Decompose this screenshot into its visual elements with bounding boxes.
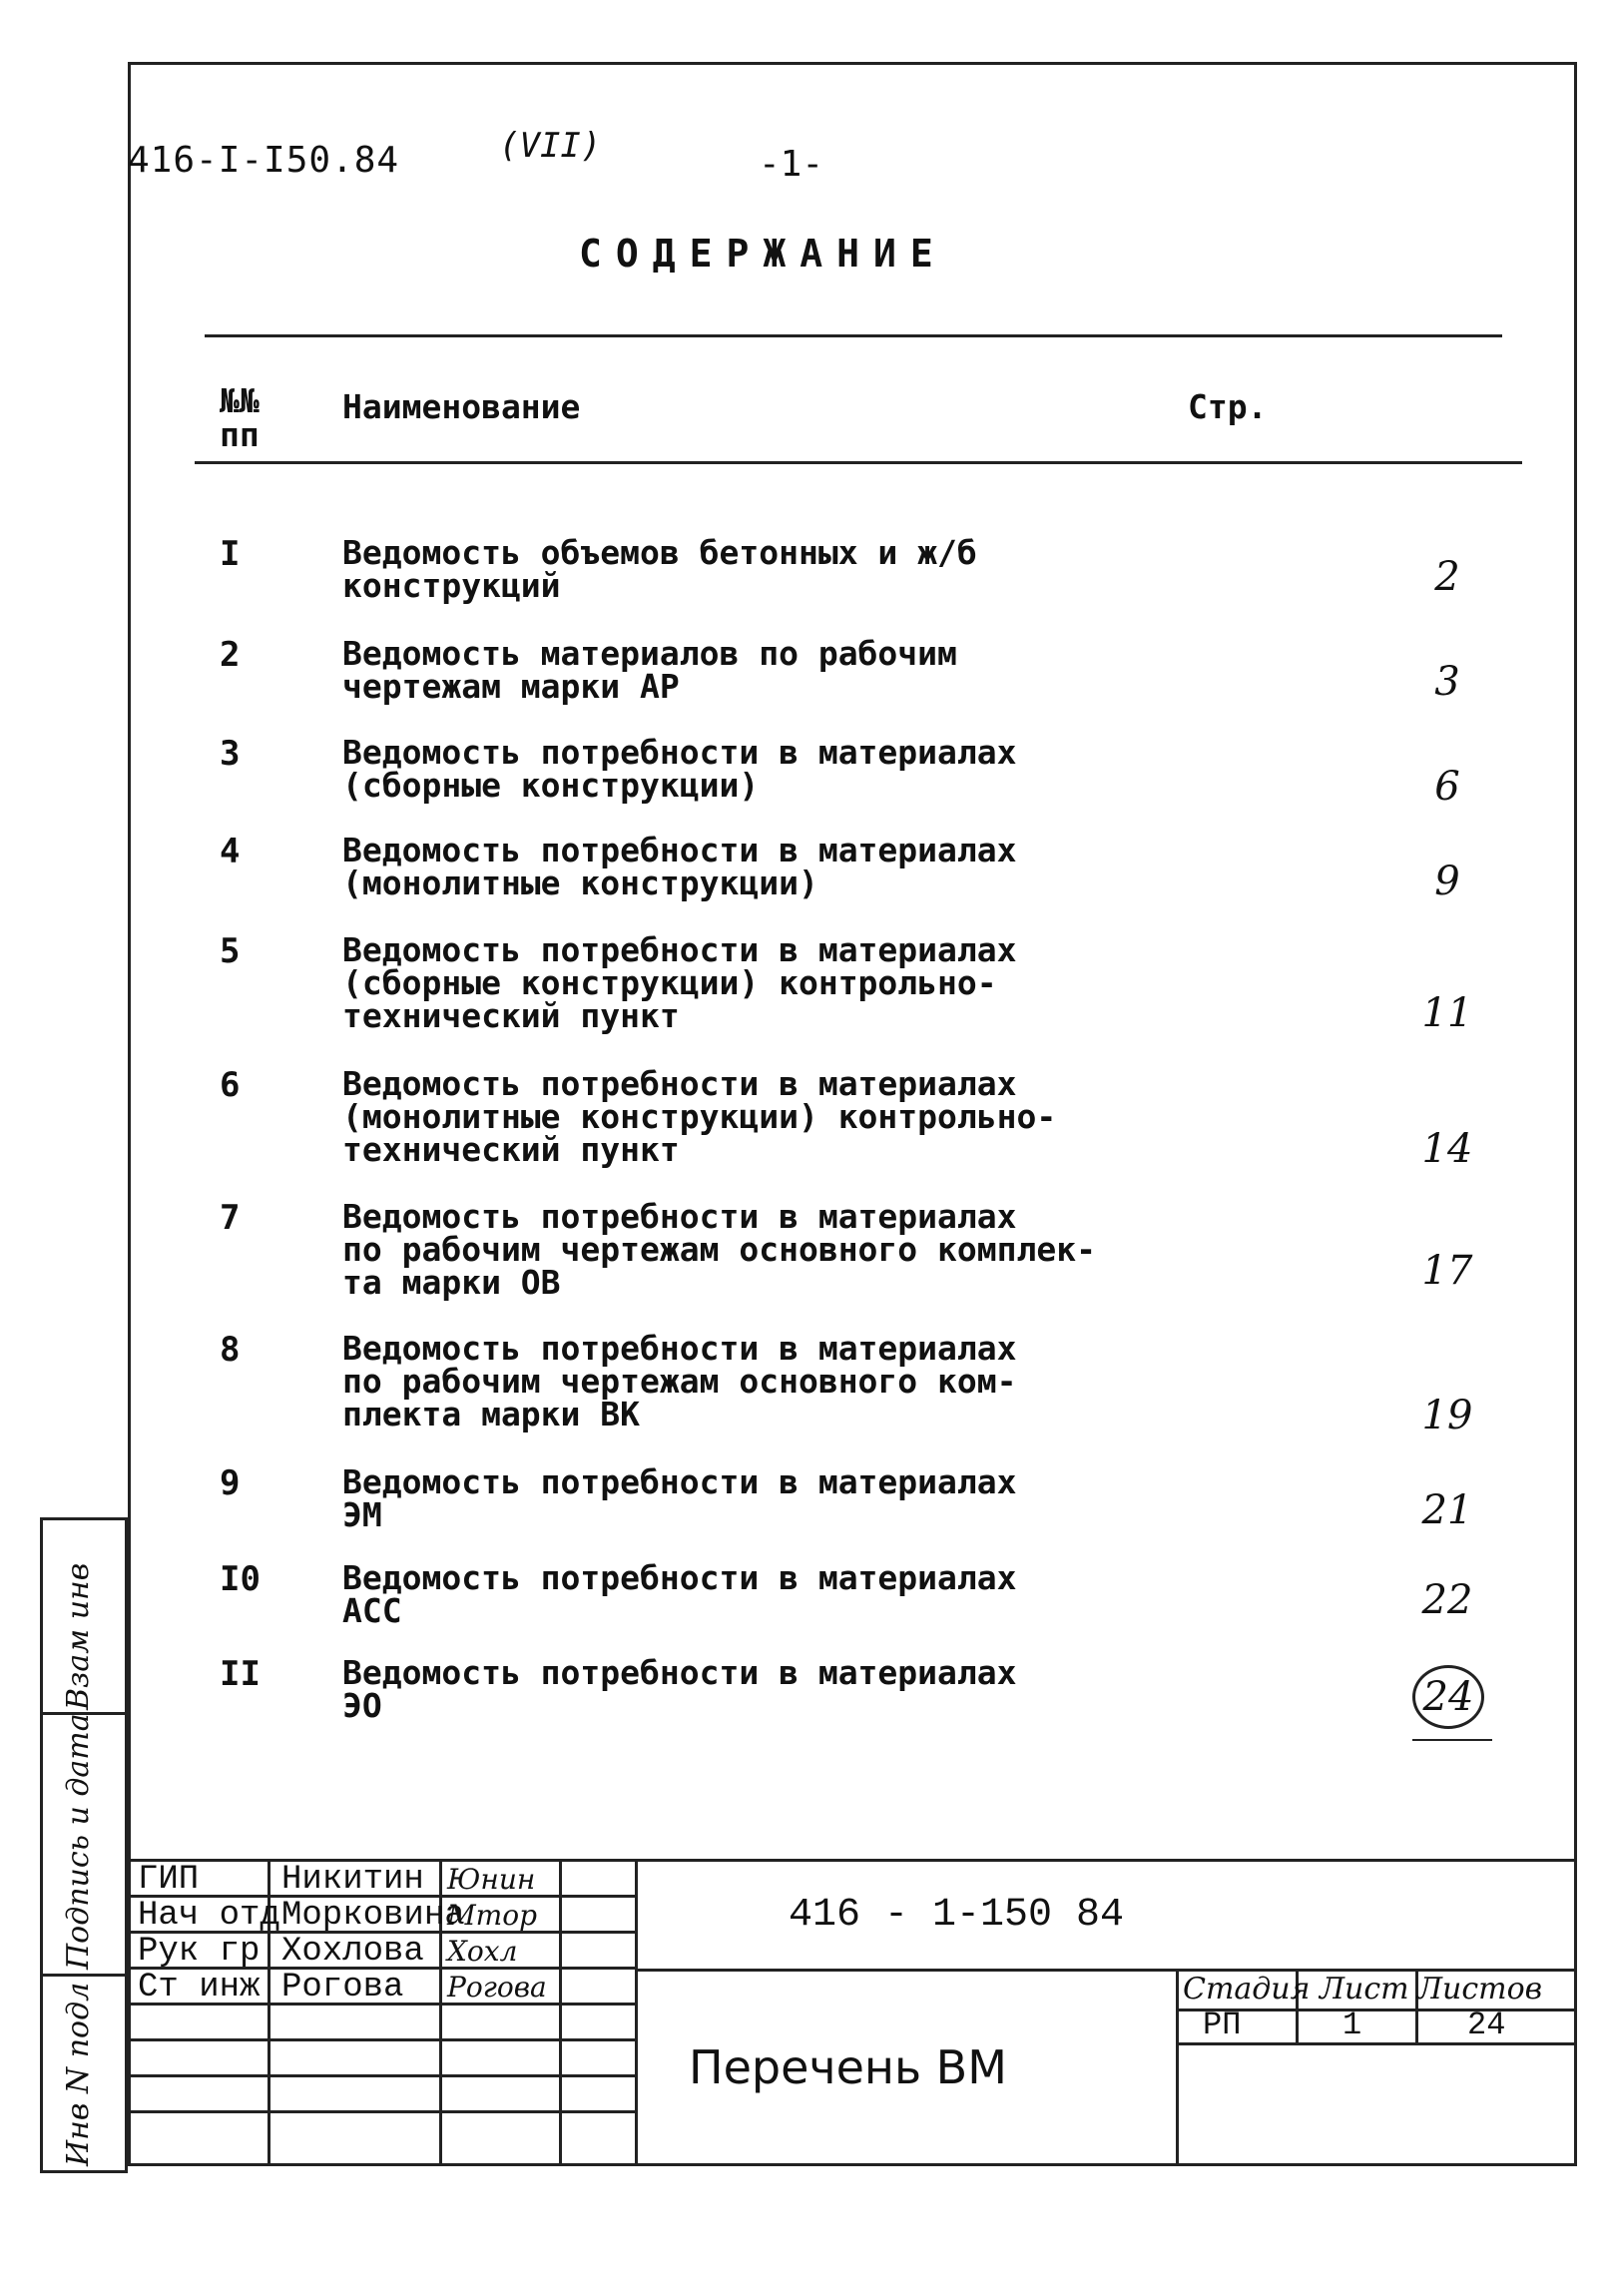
row-name: Ведомость потребности в материалах по рабочим чертежам основного комплек- та марки ОВ [342,1197,1096,1302]
row-number: 2 [220,635,241,675]
title-block-role: Ст инж [138,1969,261,2007]
row-page: 21 [1421,1487,1473,1533]
row-name: Ведомость потребности в материалах ЭО [342,1653,1017,1725]
sheets-value: 24 [1467,2007,1506,2043]
row-name: Ведомость объемов бетонных и ж/б конструкций [342,533,977,605]
tb-hline-6 [128,2074,637,2077]
row-name: Ведомость потребности в материалах ЭМ [342,1462,1017,1534]
end-mark-rule [1412,1739,1492,1741]
row-page: 17 [1421,1248,1473,1294]
column-header-name: Наименование [342,387,581,426]
title-block-doc-title: Перечень ВМ [689,2040,1007,2094]
title-block-signature: Юнин [447,1863,536,1896]
row-page: 3 [1434,659,1460,705]
row-name: Ведомость потребности в материалах (сборные конструкции) контрольно- технический пункт [342,930,1017,1035]
column-header-number: №№ пп [220,381,260,454]
row-page: 11 [1421,990,1473,1036]
title-block-person-name: Хохлова [281,1933,424,1971]
title-block-person-name: Морковина [281,1897,465,1935]
tb-vline-3 [559,1859,562,2166]
row-number: II [220,1654,261,1694]
row-page: 2 [1434,554,1460,600]
title-block-role: ГИП [138,1861,200,1899]
title-block-doc-code: 416 - 1-150 84 [789,1893,1125,1938]
row-page: 19 [1421,1393,1473,1438]
stage-label: Стадия [1183,1972,1311,2007]
page-title: СОДЕРЖАНИЕ [579,232,947,276]
title-block-role: Рук гр [138,1933,261,1971]
document-code: 416-I-I50.84 [128,140,400,181]
table-top-rule [205,334,1502,337]
sheets-label: Листов [1417,1972,1543,2007]
side-label-vzam-inv: Взам инв [61,1562,96,1710]
tb-vline-5 [1176,1969,1179,2166]
tb-hline-5 [128,2038,637,2041]
title-block-signature: Хохл [447,1935,518,1968]
sheet-value: 1 [1342,2007,1362,2043]
row-name: Ведомость потребности в материалах (сборные конструкции) [342,733,1017,805]
title-block-signature: Рогова [447,1971,547,2004]
row-number: 4 [220,832,241,871]
row-page: 22 [1421,1577,1473,1623]
row-number: I0 [220,1559,261,1599]
side-label-inv-podl: Инв N подл [61,1982,96,2166]
tb-hline-7 [128,2110,637,2113]
row-name: Ведомость потребности в материалах по рабочим чертежам основного ком- плекта марки ВК [342,1329,1017,1434]
section-number: (VII) [499,126,602,166]
row-number: 3 [220,734,241,774]
side-stamp-vzam-inv [40,1517,128,1715]
row-page: 9 [1434,859,1460,904]
sheet-label: Лист [1320,1972,1409,2007]
row-number: 5 [220,931,241,971]
title-block-person-name: Рогова [281,1969,404,2007]
row-number: 7 [220,1198,241,1238]
row-number: I [220,534,241,574]
page-number: -1- [759,144,824,185]
row-name: Ведомость материалов по рабочим чертежам марки АР [342,634,957,706]
side-stamp-podpis-data [40,1712,128,1977]
row-name: Ведомость потребности в материалах АСС [342,1558,1017,1630]
row-name: Ведомость потребности в материалах (монолитные конструкции) [342,831,1017,902]
row-page: 24 [1412,1665,1484,1729]
table-header-rule [195,461,1522,464]
stage-value: РП [1203,2007,1242,2043]
tb-vline-4 [635,1859,638,2166]
title-block-signature: Мтор [447,1899,538,1932]
row-page: 14 [1421,1126,1473,1172]
row-number: 6 [220,1065,241,1105]
row-name: Ведомость потребности в материалах (монолитные конструкции) контрольно- технический пункт [342,1064,1057,1169]
column-header-page: Стр. [1188,387,1268,426]
title-block-person-name: Никитин [281,1861,424,1899]
row-number: 8 [220,1330,241,1370]
side-label-podpis-data: Подпись и дата [61,1713,96,1970]
side-stamp-inv-podl [40,1974,128,2173]
title-block-role: Нач отд [138,1897,280,1935]
row-number: 9 [220,1463,241,1503]
row-page: 6 [1434,764,1460,810]
